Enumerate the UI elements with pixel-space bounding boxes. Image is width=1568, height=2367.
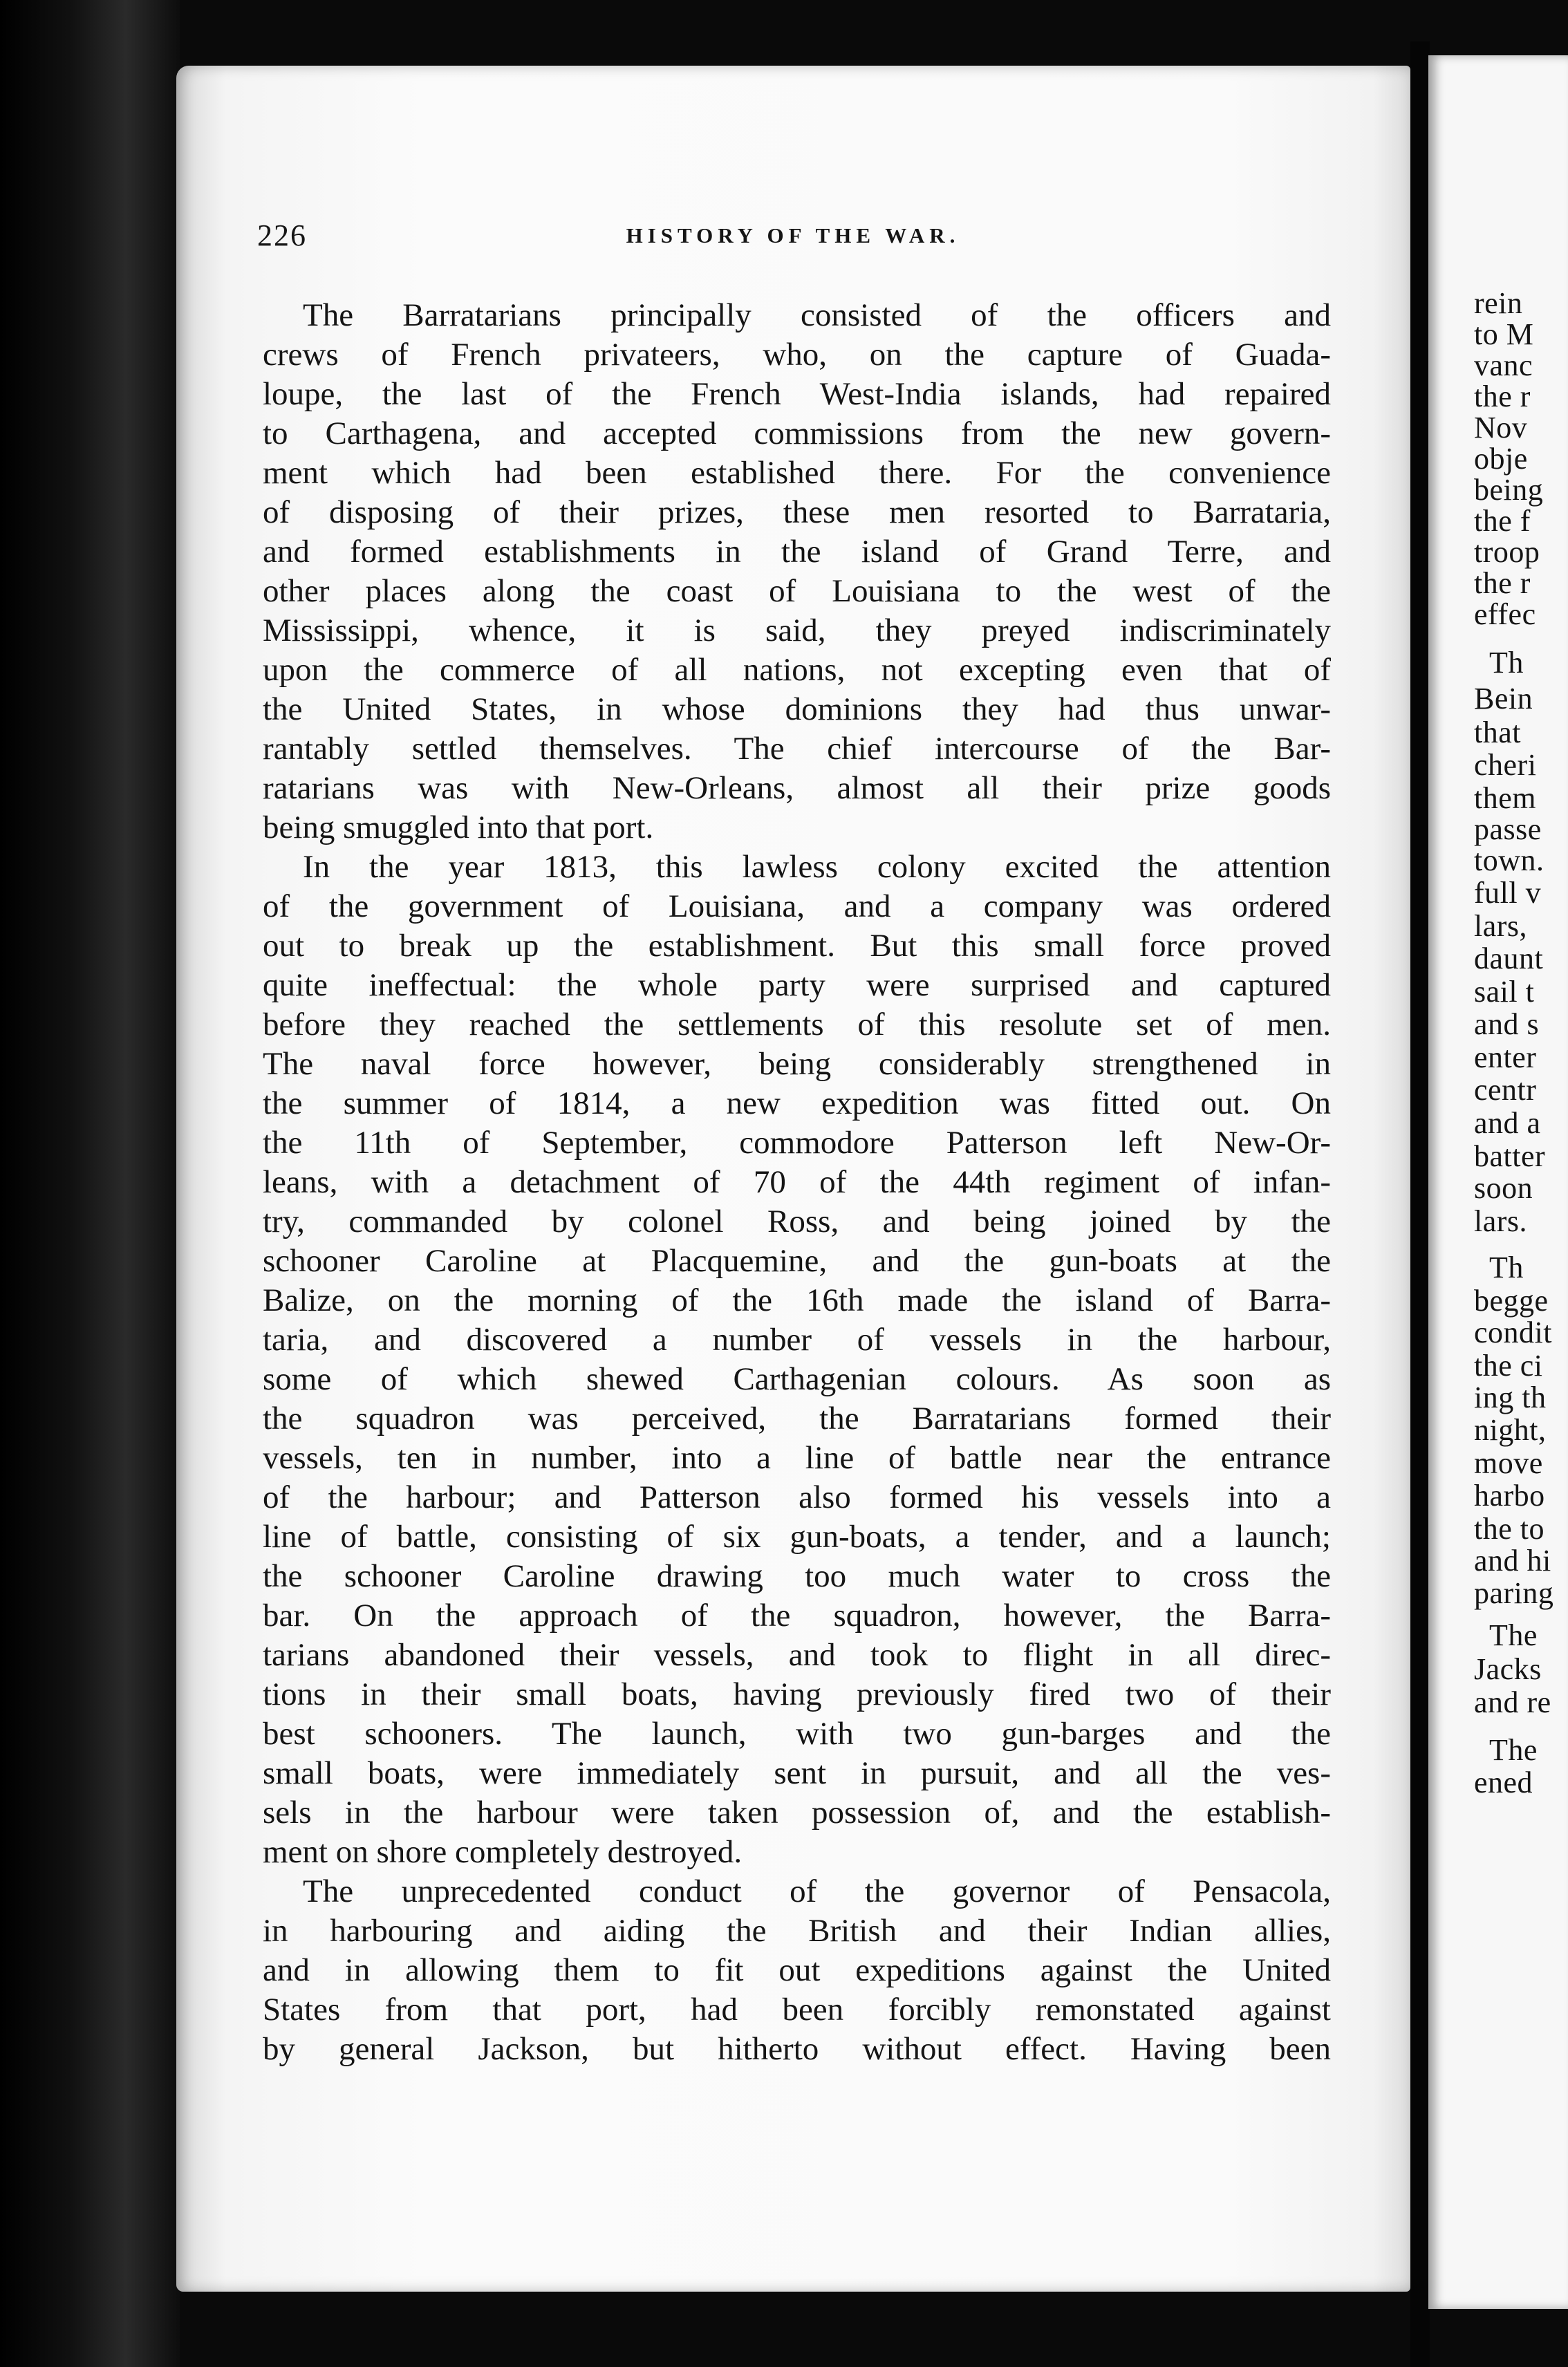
facing-page-fragment: enter <box>1474 1040 1537 1074</box>
page-number: 226 <box>257 218 307 252</box>
text-line: tions in their small boats, having previously fired two of their <box>263 1676 1331 1712</box>
facing-page-fragment: Nov <box>1474 411 1528 445</box>
facing-page-fragment: Th <box>1489 646 1524 680</box>
facing-page-fragment: centr <box>1474 1073 1537 1107</box>
facing-page-fragment: sail t <box>1474 975 1535 1009</box>
facing-page-fragment: and s <box>1474 1007 1540 1041</box>
text-line: the schooner Caroline drawing too much water to cross the <box>263 1558 1331 1594</box>
facing-page-fragment: that <box>1474 715 1521 749</box>
text-line: by general Jackson, but hitherto without effect. Having been <box>263 2031 1331 2067</box>
paragraph <box>263 848 1331 1872</box>
facing-page-fragment: obje <box>1474 442 1528 476</box>
text-line: small boats, were immediately sent in pursuit, and all the ves- <box>263 1755 1331 1791</box>
text-line: of the harbour; and Patterson also formed his vessels into a <box>263 1479 1331 1515</box>
facing-page-fragment: the ci <box>1474 1349 1543 1383</box>
text-line: the summer of 1814, a new expedition was fitted out. On <box>263 1085 1331 1121</box>
text-line: of the government of Louisiana, and a company was ordered <box>263 888 1331 924</box>
facing-page-fragment: lars, <box>1474 909 1528 943</box>
facing-page-fragment: batter <box>1474 1139 1546 1173</box>
facing-page-fragment: the to <box>1474 1512 1544 1546</box>
text-line: some of which shewed Carthagenian colours. As soon as <box>263 1361 1331 1397</box>
facing-page-fragment: paring <box>1474 1576 1554 1610</box>
facing-page-fragment: soon <box>1474 1171 1533 1205</box>
facing-page-fragment: town. <box>1474 843 1544 877</box>
facing-page-fragment: rein <box>1474 286 1523 320</box>
text-line: In the year 1813, this lawless colony excited the attention <box>303 849 1331 885</box>
text-line: The unprecedented conduct of the governor of Pensacola, <box>303 1873 1331 1909</box>
text-line: vessels, ten in number, into a line of battle near the entrance <box>263 1440 1331 1476</box>
text-line: schooner Caroline at Placquemine, and the gun-boats at the <box>263 1243 1331 1279</box>
body-text <box>263 296 1331 2069</box>
facing-page-fragment: Th <box>1489 1251 1524 1284</box>
facing-page-fragment: and re <box>1474 1685 1551 1719</box>
running-head: HISTORY OF THE WAR. <box>626 223 960 247</box>
text-line: leans, with a detachment of 70 of the 44th regiment of infan- <box>263 1164 1331 1200</box>
facing-page-fragment: cheri <box>1474 748 1537 782</box>
text-line: loupe, the last of the French West-India islands, had repaired <box>263 376 1331 412</box>
text-line: Balize, on the morning of the 16th made the island of Barra- <box>263 1282 1331 1318</box>
text-line: rantably settled themselves. The chief intercourse of the Bar- <box>263 731 1331 767</box>
text-line: The Barratarians principally consisted of the officers and <box>303 297 1331 333</box>
text-line: and formed establishments in the island of Grand Terre, and <box>263 534 1331 570</box>
book-binding <box>0 0 180 2367</box>
facing-page-fragment: The <box>1489 1618 1538 1652</box>
text-line: before they reached the settlements of this resolute set of men. <box>263 1007 1331 1042</box>
facing-page-fragment: begge <box>1474 1284 1549 1318</box>
text-line: try, commanded by colonel Ross, and being joined by the <box>263 1204 1331 1239</box>
facing-page-fragment: the r <box>1474 380 1531 413</box>
text-line: the United States, in whose dominions they had thus unwar- <box>263 691 1331 727</box>
facing-page-fragment: harbo <box>1474 1479 1545 1513</box>
text-line: out to break up the establishment. But this small force proved <box>263 928 1331 964</box>
facing-page-fragment: passe <box>1474 812 1542 846</box>
facing-page-fragment: Bein <box>1474 682 1533 715</box>
text-line: and in allowing them to fit out expeditions against the United <box>263 1952 1331 1988</box>
facing-page-fragment: full v <box>1474 876 1542 910</box>
text-line: to Carthagena, and accepted commissions from the new govern- <box>263 415 1331 451</box>
facing-page-fragment: night, <box>1474 1413 1547 1447</box>
text-line: crews of French privateers, who, on the capture of Guada- <box>263 337 1331 373</box>
text-line: best schooners. The launch, with two gun-barges and the <box>263 1716 1331 1752</box>
text-line: States from that port, had been forcibly remonstated against <box>263 1992 1331 2028</box>
facing-page-fragment: vanc <box>1474 348 1533 382</box>
facing-page-fragment: The <box>1489 1733 1538 1767</box>
text-line: the squadron was perceived, the Barratarians formed their <box>263 1401 1331 1437</box>
facing-page-fragment: move <box>1474 1446 1543 1480</box>
facing-page-fragment: the f <box>1474 504 1531 538</box>
text-line: of disposing of their prizes, these men resorted to Barrataria, <box>263 494 1331 530</box>
facing-page-fragment: the r <box>1474 566 1531 600</box>
page-header <box>257 218 1329 259</box>
text-line: bar. On the approach of the squadron, however, the Barra- <box>263 1598 1331 1634</box>
paragraph <box>263 296 1331 848</box>
facing-page-fragment: ing th <box>1474 1381 1547 1414</box>
facing-page-fragment: troop <box>1474 535 1540 569</box>
facing-page-fragment: effec <box>1474 597 1536 631</box>
text-line: being smuggled into that port. <box>263 810 654 845</box>
facing-page-fragment: daunt <box>1474 942 1544 975</box>
text-line: tarians abandoned their vessels, and took to flight in all direc- <box>263 1637 1331 1673</box>
text-line: sels in the harbour were taken possession of, and the establish- <box>263 1795 1331 1831</box>
page-gutter <box>1410 41 1430 2367</box>
text-line: The naval force however, being considerably strengthened in <box>263 1046 1331 1082</box>
text-line: quite ineffectual: the whole party were surprised and captured <box>263 967 1331 1003</box>
text-line: the 11th of September, commodore Patterson left New-Or- <box>263 1125 1331 1161</box>
text-line: ment which had been established there. For the convenience <box>263 455 1331 491</box>
facing-page-fragment: Jacks <box>1474 1652 1542 1686</box>
facing-page-fragment: and a <box>1474 1106 1541 1140</box>
text-line: other places along the coast of Louisiana to the west of the <box>263 573 1331 609</box>
facing-page-fragment: and hi <box>1474 1544 1551 1578</box>
facing-page-fragment: being <box>1474 473 1544 507</box>
facing-page-fragment: to M <box>1474 317 1534 351</box>
facing-page-fragment: condit <box>1474 1316 1552 1349</box>
text-line: upon the commerce of all nations, not excepting even that of <box>263 652 1331 688</box>
text-line: ratarians was with New-Orleans, almost all their prize goods <box>263 770 1331 806</box>
facing-page-fragment: lars. <box>1474 1204 1528 1238</box>
facing-page-fragment: ened <box>1474 1766 1533 1799</box>
facing-page-fragment: them <box>1474 781 1536 815</box>
paragraph <box>263 1872 1331 2069</box>
text-line: ment on shore completely destroyed. <box>263 1834 743 1870</box>
facing-page <box>1428 55 1568 2309</box>
text-line: Mississippi, whence, it is said, they preyed indiscriminately <box>263 612 1331 648</box>
text-line: taria, and discovered a number of vessels in the harbour, <box>263 1322 1331 1358</box>
text-line: line of battle, consisting of six gun-boats, a tender, and a launch; <box>263 1519 1331 1555</box>
text-line: in harbouring and aiding the British and their Indian allies, <box>263 1913 1331 1949</box>
